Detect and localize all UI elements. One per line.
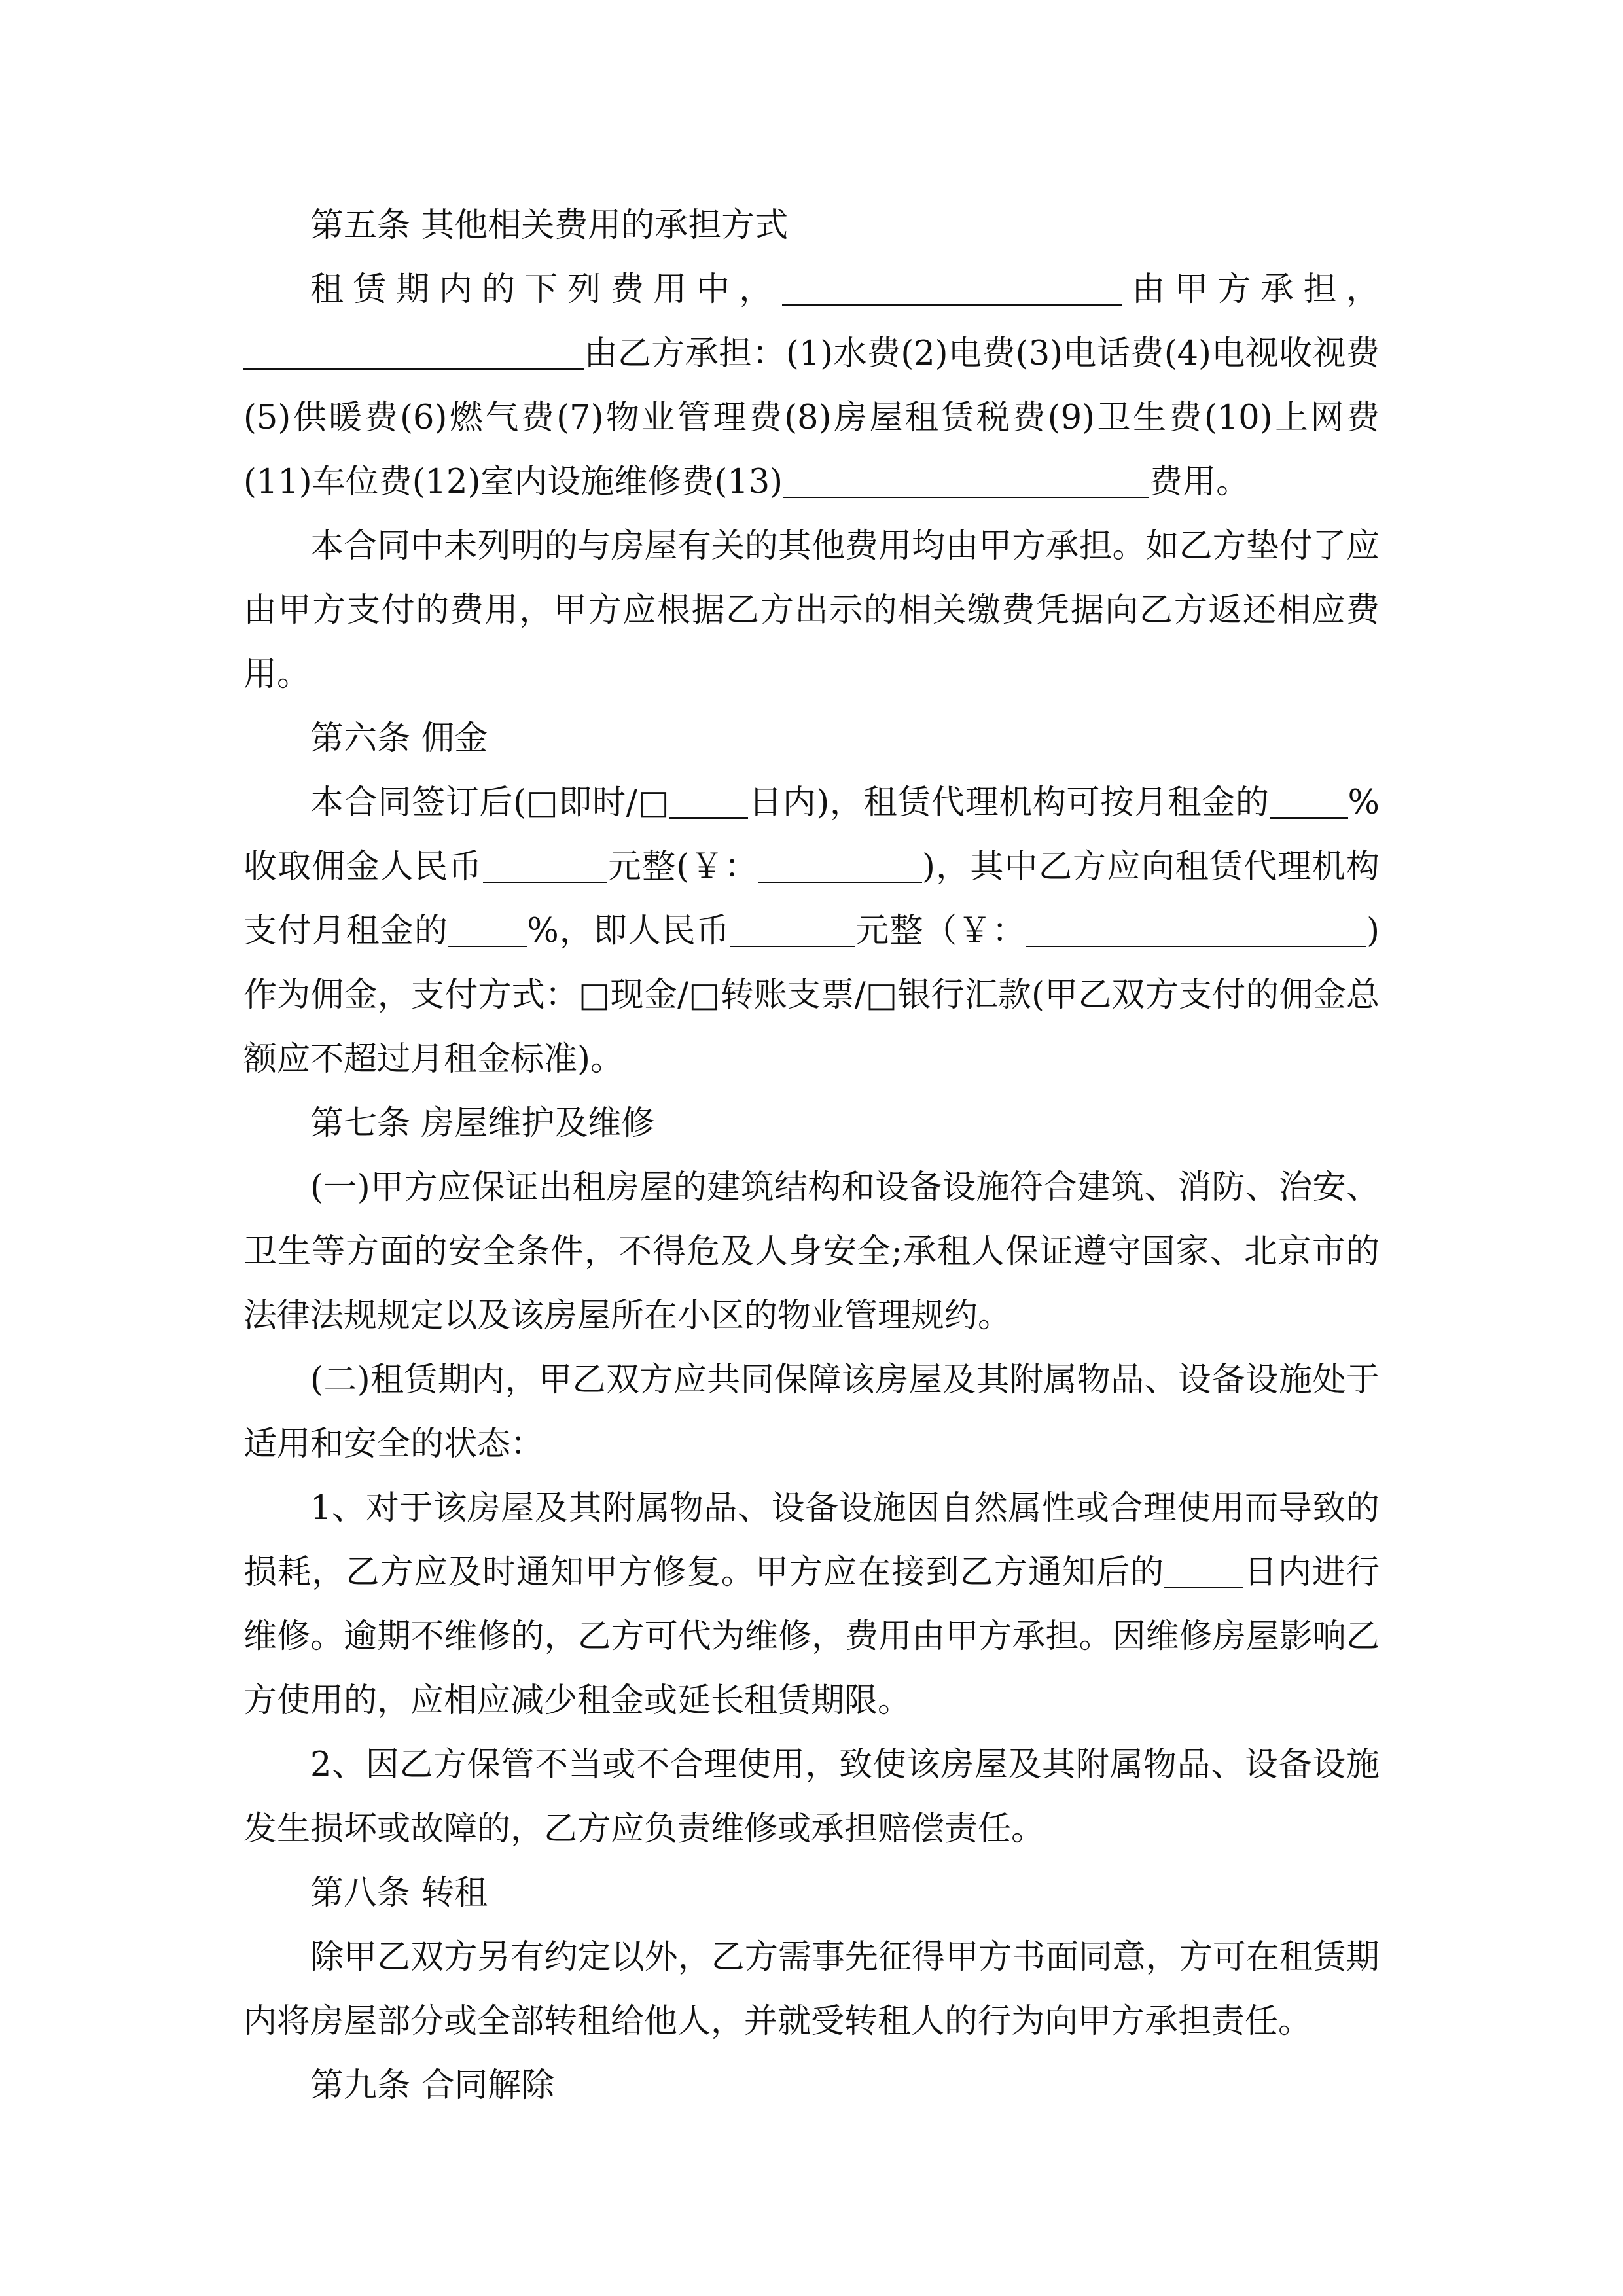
text-segment: %收取佣金人民币 — [243, 783, 1380, 886]
text-segment: 日内进行维修。逾期不维修的，乙方可代为维修，费用由甲方承担。因维修房屋影响乙方使用的，应相应减少租金或延长租赁期限。 — [243, 1553, 1380, 1720]
text-segment: 元整（￥： — [854, 912, 1027, 950]
article-7-item-2: 2、因乙方保管不当或不合理使用，致使该房屋及其附属物品、设备设施发生损坏或故障的，乙方应负责维修或承担赔偿责任。 — [243, 1746, 1380, 1848]
article-5-heading: 第五条 其他相关费用的承担方式 — [310, 206, 789, 245]
article-7-heading: 第七条 房屋维护及维修 — [310, 1104, 655, 1143]
blank-field[interactable] — [483, 846, 607, 883]
article-9-heading: 第九条 合同解除 — [310, 2066, 555, 2105]
article-7-clause-2: (二)租赁期内，甲乙双方应共同保障该房屋及其附属物品、设备设施处于适用和安全的状态： — [243, 1361, 1380, 1463]
blank-field[interactable] — [1164, 1552, 1243, 1588]
text-segment: 日内)，租赁代理机构可按月租金的 — [748, 783, 1270, 822]
text-segment: 由甲方承担， — [1122, 270, 1380, 309]
blank-field[interactable] — [669, 782, 748, 819]
article-5-fee-paragraph — [243, 258, 1380, 514]
text-segment: )，其中乙方应向租赁代理机构支付月租金的 — [243, 848, 1380, 950]
article-7-item-1 — [243, 1477, 1380, 1733]
text-segment: %，即人民币 — [527, 912, 730, 950]
article-6-commission-paragraph — [243, 771, 1380, 1092]
blank-field[interactable] — [1026, 910, 1366, 947]
blank-field[interactable] — [783, 461, 1149, 498]
article-6-heading: 第六条 佣金 — [310, 719, 488, 758]
blank-field[interactable] — [730, 910, 855, 947]
blank-field[interactable] — [448, 910, 527, 947]
article-5-other-fees-paragraph: 本合同中未列明的与房屋有关的其他费用均由甲方承担。如乙方垫付了应由甲方支付的费用，甲方应根据乙方出示的相关缴费凭据向乙方返还相应费用。 — [243, 527, 1380, 694]
text-segment: 租赁期内的下列费用中， — [310, 270, 782, 309]
article-8-sublease-paragraph: 除甲乙双方另有约定以外，乙方需事先征得甲方书面同意，方可在租赁期内将房屋部分或全部转租给他人，并就受转租人的行为向甲方承担责任。 — [243, 1938, 1380, 2041]
blank-field[interactable] — [243, 333, 584, 370]
text-segment: )作为佣金，支付方式：□现金/□转账支票/□银行汇款(甲乙双方支付的佣金总额应不超过月租金标准)。 — [243, 912, 1380, 1079]
text-segment: 本合同签订后(□即时/□ — [310, 783, 670, 822]
blank-field[interactable] — [782, 269, 1122, 306]
article-7-clause-1: (一)甲方应保证出租房屋的建筑结构和设备设施符合建筑、消防、治安、卫生等方面的安全条件，不得危及人身安全;承租人保证遵守国家、北京市的法律法规规定以及该房屋所在小区的物业管理规约。 — [243, 1168, 1380, 1335]
blank-field[interactable] — [758, 846, 922, 883]
contract-body — [243, 194, 1380, 2118]
text-segment: 由乙方承担：(1)水费(2)电费(3)电话费(4)电视收视费(5)供暖费(6)燃气费(7)物业管理费(8)房屋租赁税费(9)卫生费(10)上网费(11)车位费(12)室内设施维修费(13) — [243, 334, 1380, 501]
blank-field[interactable] — [1270, 782, 1348, 819]
text-segment: 1、对于该房屋及其附属物品、设备设施因自然属性或合理使用而导致的损耗，乙方应及时通知甲方修复。甲方应在接到乙方通知后的 — [243, 1489, 1380, 1592]
article-8-heading: 第八条 转租 — [310, 1874, 488, 1912]
text-segment: 元整(￥： — [607, 848, 758, 886]
text-segment: 费用。 — [1149, 463, 1250, 501]
